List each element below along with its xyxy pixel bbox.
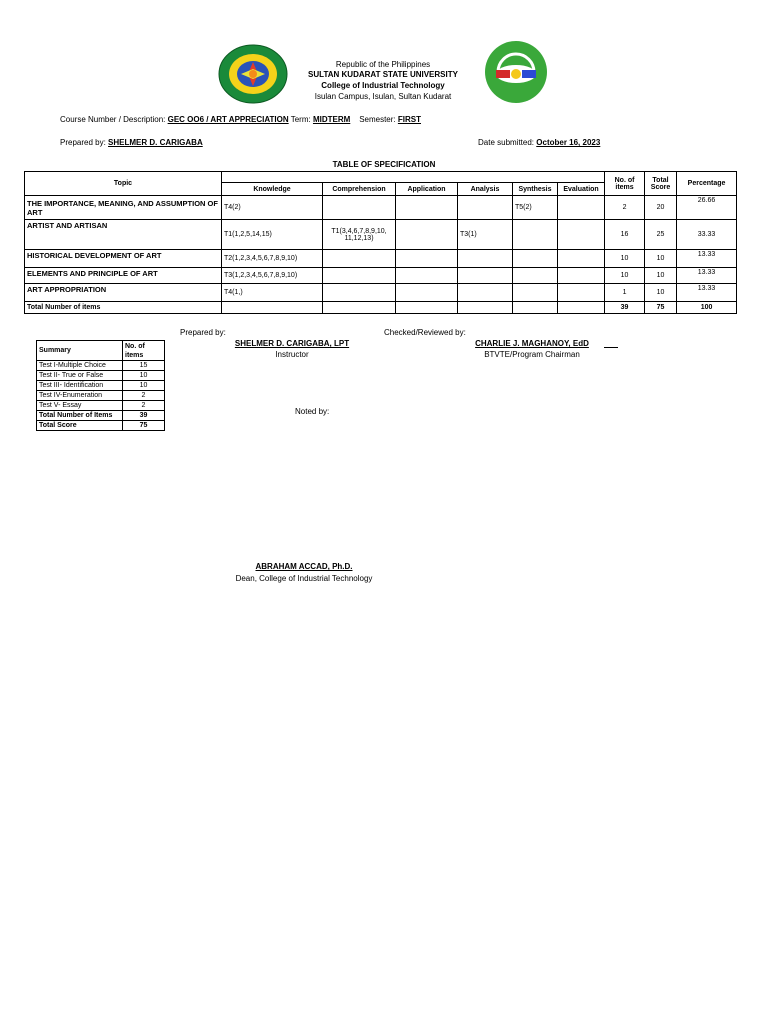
row-analysis bbox=[458, 284, 513, 302]
header-total-score: Total Score bbox=[645, 172, 677, 196]
summary-row bbox=[37, 401, 165, 411]
row-percentage: 33.33 bbox=[677, 220, 737, 250]
header-university: SULTAN KUDARAT STATE UNIVERSITY bbox=[308, 70, 458, 79]
row-comprehension bbox=[323, 250, 396, 268]
row-analysis bbox=[458, 250, 513, 268]
row-analysis: T3(1) bbox=[458, 220, 513, 250]
row-application bbox=[396, 250, 458, 268]
row-application bbox=[396, 268, 458, 284]
row-items: 10 bbox=[605, 250, 645, 268]
signature-checked-name: CHARLIE J. MAGHANOY, EdD bbox=[475, 339, 589, 348]
summary-label: Test V- Essay bbox=[37, 401, 123, 411]
summary-count: 15 bbox=[123, 361, 165, 371]
prepared-label: Prepared by: bbox=[60, 138, 106, 147]
total-percentage: 100 bbox=[677, 302, 737, 314]
row-comprehension bbox=[323, 268, 396, 284]
prepared-value: SHELMER D. CARIGABA bbox=[108, 138, 203, 147]
row-application bbox=[396, 220, 458, 250]
header-knowledge: Knowledge bbox=[222, 183, 323, 196]
row-knowledge: T3(1,2,3,4,5,6,7,8,9,10) bbox=[222, 268, 323, 284]
header-cognitive-blank bbox=[222, 172, 605, 183]
row-items: 2 bbox=[605, 196, 645, 220]
row-analysis bbox=[458, 268, 513, 284]
row-evaluation bbox=[558, 284, 605, 302]
date-value: October 16, 2023 bbox=[536, 138, 601, 147]
semester-value: FIRST bbox=[397, 115, 421, 124]
semester-label: Semester: bbox=[359, 115, 396, 124]
summary-label: Total Score bbox=[37, 421, 123, 431]
row-score: 25 bbox=[645, 220, 677, 250]
header-analysis: Analysis bbox=[458, 183, 513, 196]
college-logo bbox=[484, 40, 548, 104]
table-total-row bbox=[25, 302, 737, 314]
total-label: Total Number of items bbox=[25, 302, 222, 314]
header-campus: Isulan Campus, Isulan, Sultan Kudarat bbox=[314, 92, 452, 101]
header-evaluation: Evaluation bbox=[558, 183, 605, 196]
row-evaluation bbox=[558, 268, 605, 284]
summary-count: 10 bbox=[123, 371, 165, 381]
row-score: 20 bbox=[645, 196, 677, 220]
summary-row bbox=[37, 381, 165, 391]
row-topic: ELEMENTS AND PRINCIPLE OF ART bbox=[25, 268, 222, 284]
prepared-line bbox=[60, 138, 203, 147]
total-items: 39 bbox=[605, 302, 645, 314]
summary-header: Summary bbox=[37, 341, 123, 361]
row-application bbox=[396, 284, 458, 302]
date-label: Date submitted: bbox=[478, 138, 535, 147]
row-topic: ART APPROPRIATION bbox=[25, 284, 222, 302]
signature-checked-title: BTVTE/Program Chairman bbox=[484, 350, 580, 359]
row-evaluation bbox=[558, 250, 605, 268]
signature-prepared-name: SHELMER D. CARIGABA, LPT bbox=[234, 339, 350, 348]
row-score: 10 bbox=[645, 284, 677, 302]
summary-label: Test II- True or False bbox=[37, 371, 123, 381]
term-label: Term: bbox=[290, 115, 311, 124]
header-synthesis: Synthesis bbox=[513, 183, 558, 196]
row-comprehension bbox=[323, 284, 396, 302]
table-row bbox=[25, 196, 737, 220]
summary-label: Test III- Identification bbox=[37, 381, 123, 391]
row-synthesis bbox=[513, 284, 558, 302]
header-no-of-items: No. of items bbox=[605, 172, 645, 196]
row-evaluation bbox=[558, 220, 605, 250]
table-row bbox=[25, 284, 737, 302]
header-application: Application bbox=[396, 183, 458, 196]
signature-checked-label: Checked/Reviewed by: bbox=[384, 328, 466, 337]
summary-label: Test IV-Enumeration bbox=[37, 391, 123, 401]
row-percentage: 26.66 bbox=[677, 196, 737, 220]
row-comprehension bbox=[323, 196, 396, 220]
summary-count: 39 bbox=[123, 411, 165, 421]
row-items: 10 bbox=[605, 268, 645, 284]
row-percentage: 13.33 bbox=[677, 250, 737, 268]
summary-table bbox=[36, 340, 165, 431]
table-row bbox=[25, 220, 737, 250]
header-percentage: Percentage bbox=[677, 172, 737, 196]
signature-line-extension bbox=[604, 347, 618, 348]
signature-prepared-title: Instructor bbox=[275, 350, 309, 359]
row-score: 10 bbox=[645, 268, 677, 284]
row-application bbox=[396, 196, 458, 220]
summary-row bbox=[37, 371, 165, 381]
row-synthesis: T5(2) bbox=[513, 196, 558, 220]
university-seal-logo bbox=[218, 44, 288, 104]
row-items: 1 bbox=[605, 284, 645, 302]
row-knowledge: T1(1,2,5,14,15) bbox=[222, 220, 323, 250]
row-comprehension: T1(3,4,6,7,8,9,10, 11,12,13) bbox=[323, 220, 396, 250]
course-label: Course Number / Description: bbox=[60, 115, 166, 124]
summary-label: Total Number of Items bbox=[37, 411, 123, 421]
header-college: College of Industrial Technology bbox=[321, 81, 445, 90]
summary-count: 2 bbox=[123, 391, 165, 401]
row-percentage: 13.33 bbox=[677, 284, 737, 302]
signature-noted-label: Noted by: bbox=[295, 407, 330, 416]
specification-table bbox=[24, 171, 737, 314]
table-row bbox=[25, 250, 737, 268]
row-items: 16 bbox=[605, 220, 645, 250]
table-row bbox=[25, 268, 737, 284]
row-knowledge: T4(2) bbox=[222, 196, 323, 220]
row-analysis bbox=[458, 196, 513, 220]
summary-row bbox=[37, 411, 165, 421]
total-score: 75 bbox=[645, 302, 677, 314]
summary-row bbox=[37, 421, 165, 431]
summary-row bbox=[37, 391, 165, 401]
summary-count-header: No. of items bbox=[123, 341, 165, 361]
summary-row bbox=[37, 361, 165, 371]
row-synthesis bbox=[513, 250, 558, 268]
header-comprehension: Comprehension bbox=[323, 183, 396, 196]
date-line bbox=[478, 138, 600, 147]
signature-noted-title: Dean, College of Industrial Technology bbox=[235, 574, 373, 583]
header-republic: Republic of the Philippines bbox=[335, 60, 431, 69]
row-knowledge: T4(1,) bbox=[222, 284, 323, 302]
signature-noted-name: ABRAHAM ACCAD, Ph.D. bbox=[255, 562, 353, 571]
summary-count: 75 bbox=[123, 421, 165, 431]
signature-prepared-label: Prepared by: bbox=[180, 328, 226, 337]
term-value: MIDTERM bbox=[312, 115, 351, 124]
course-value: GEC OO6 / ART APPRECIATION bbox=[167, 115, 289, 124]
row-topic: THE IMPORTANCE, MEANING, AND ASSUMPTION OF ART bbox=[25, 196, 222, 220]
row-topic: ARTIST AND ARTISAN bbox=[25, 220, 222, 250]
summary-count: 2 bbox=[123, 401, 165, 411]
row-synthesis bbox=[513, 220, 558, 250]
row-knowledge: T2(1,2,3,4,5,6,7,8,9,10) bbox=[222, 250, 323, 268]
row-topic: HISTORICAL DEVELOPMENT OF ART bbox=[25, 250, 222, 268]
summary-count: 10 bbox=[123, 381, 165, 391]
row-score: 10 bbox=[645, 250, 677, 268]
table-title: TABLE OF SPECIFICATION bbox=[332, 160, 436, 169]
summary-label: Test I-Multiple Choice bbox=[37, 361, 123, 371]
row-percentage: 13.33 bbox=[677, 268, 737, 284]
row-evaluation bbox=[558, 196, 605, 220]
course-line bbox=[60, 115, 421, 124]
row-synthesis bbox=[513, 268, 558, 284]
header-topic: Topic bbox=[25, 172, 222, 196]
